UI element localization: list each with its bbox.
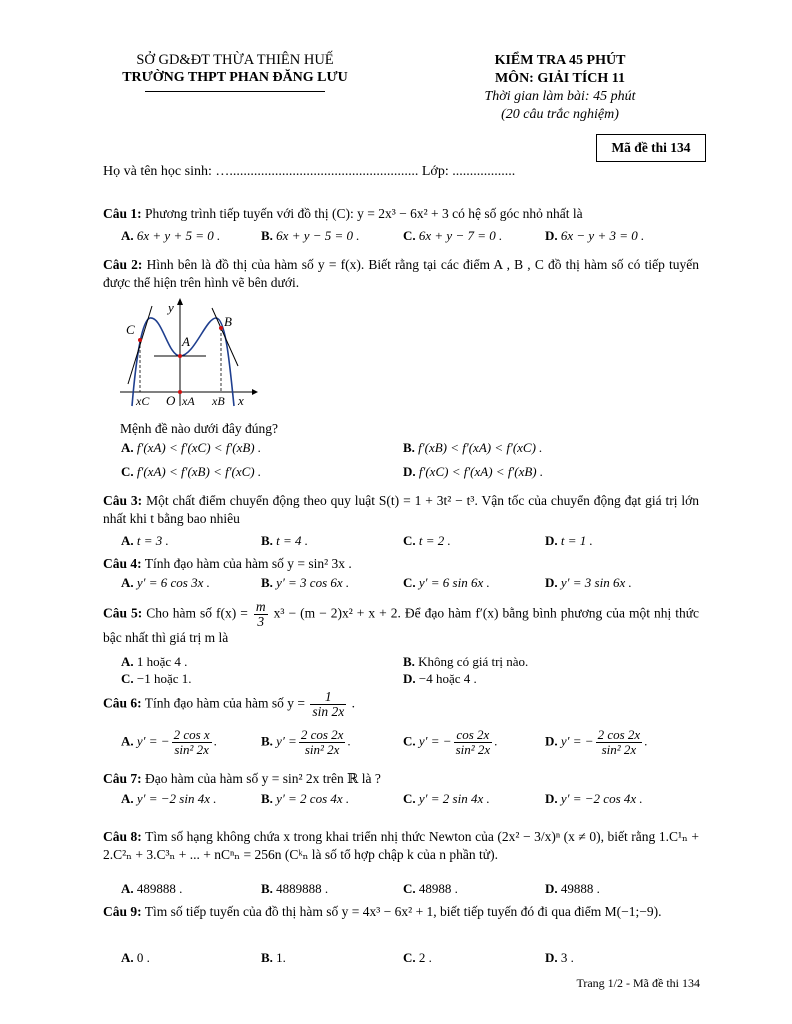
q4-option-c[interactable]: C. y′ = 6 sin 6x .: [403, 575, 490, 590]
q4-option-a[interactable]: A. y′ = 6 cos 3x .: [121, 575, 210, 590]
q1-option-d[interactable]: D. 6x − y + 3 = 0 .: [545, 228, 645, 243]
label-xa: xA: [182, 394, 195, 408]
q9-option-b[interactable]: B. 1.: [261, 950, 286, 965]
q4-option-d[interactable]: D. y′ = 3 sin 6x .: [545, 575, 632, 590]
q3-text: Một chất điểm chuyển động theo quy luật S(t) = 1 + 3t² − t³. Vận tốc của chuyển động đạt giá trị lớn nhất khi t bằng bao nhiêu: [103, 493, 699, 526]
q7-option-c[interactable]: C. y′ = 2 sin 4x .: [403, 791, 490, 806]
q1-option-a[interactable]: A. 6x + y + 5 = 0 .: [121, 228, 221, 243]
header-right: [420, 52, 700, 124]
point-b: [219, 326, 223, 330]
q6-option-c[interactable]: C. y′ = − $\frac{\cos 2x}{\text{sin² 2x}}$ .: [403, 727, 498, 757]
point-c: [138, 338, 142, 342]
q2-text: Hình bên là đồ thị của hàm số y = f(x). Biết rằng tại các điểm A , B , C đồ thị hàm số có tiếp tuyến được thể hiện trên hình vẽ bên dưới.: [103, 257, 699, 290]
q4-option-b[interactable]: B. y′ = 3 cos 6x .: [261, 575, 350, 590]
q9-label: Câu 9:: [103, 904, 142, 919]
header-rule: [145, 91, 325, 92]
q8-option-d[interactable]: D. 49888 .: [545, 881, 600, 896]
label-xc: xC: [136, 394, 150, 408]
page-footer: Trang 1/2 - Mã đề thi 134: [576, 976, 700, 990]
q8-option-a[interactable]: A. 489888 .: [121, 881, 183, 896]
q1-label: Câu 1:: [103, 206, 142, 221]
subject: MÔN: GIẢI TÍCH 11: [494, 71, 626, 86]
q4-text: Tính đạo hàm của hàm số y = sin² 3x .: [144, 556, 352, 571]
q1-option-c[interactable]: C. 6x + y − 7 = 0 .: [403, 228, 503, 243]
question-3: [103, 492, 699, 528]
question-5: [103, 600, 699, 647]
q9-text: Tìm số tiếp tuyến của đồ thị hàm số y = 4x³ − 6x² + 1, biết tiếp tuyến đó đi qua điểm M(−1;−9).: [144, 904, 662, 919]
q3-option-d[interactable]: D. t = 1 .: [545, 533, 593, 548]
q8-label: Câu 8:: [103, 829, 142, 844]
q8-option-c[interactable]: C. 48988 .: [403, 881, 458, 896]
y-axis-arrow: [177, 298, 183, 305]
question-8: [103, 828, 699, 864]
q5-fraction: $\frac{m}{3}$: [255, 599, 266, 629]
q2-label: Câu 2:: [103, 257, 143, 272]
point-a: [178, 354, 182, 358]
q9-option-d[interactable]: D. 3 .: [545, 950, 574, 965]
question-1: [103, 205, 699, 223]
exam-title: KIỂM TRA 45 PHÚT: [494, 53, 626, 68]
function-curve: [132, 318, 234, 406]
question-6: Câu 6: Tính đạo hàm của hàm số y = $\frac{1}{\sin 2x}$ .: [103, 689, 355, 719]
question-9: [103, 903, 699, 921]
q5-text-post: x³ − (m − 2)x² + x + 2. Để đạo hàm f′(x) bằng bình phương của một nhị thức bậc nhất thì giá trị m là: [103, 605, 700, 645]
q9-option-c[interactable]: C. 2 .: [403, 950, 432, 965]
q7-option-b[interactable]: B. y′ = 2 cos 4x .: [261, 791, 350, 806]
q6-fraction: $\frac{1}{\sin 2x}$: [312, 689, 345, 719]
q7-option-a[interactable]: A. y′ = −2 sin 4x .: [121, 791, 217, 806]
school-name: TRƯỜNG THPT PHAN ĐĂNG LƯU: [122, 70, 348, 85]
label-b: B: [224, 314, 232, 329]
label-y: y: [168, 300, 174, 315]
q6-option-a[interactable]: A. y′ = − $\frac{\text{2 cos x}}{\text{sin² 2x}}$ .: [121, 727, 217, 757]
q2-option-b[interactable]: B. f′(xB) < f′(xA) < f′(xC) .: [403, 440, 543, 455]
q2-prompt: Mệnh đề nào dưới đây đúng?: [120, 421, 279, 436]
q8-option-b[interactable]: B. 4889888 .: [261, 881, 329, 896]
q2-graph: [118, 298, 258, 410]
q3-option-c[interactable]: C. t = 2 .: [403, 533, 451, 548]
q7-text: Đạo hàm của hàm số y = sin² 2x trên ℝ là ?: [145, 771, 381, 786]
x-axis-arrow: [252, 389, 258, 395]
q2-option-a[interactable]: A. f′(xA) < f′(xC) < f′(xB) .: [121, 440, 262, 455]
q7-label: Câu 7:: [103, 771, 142, 786]
q4-label: Câu 4:: [103, 556, 142, 571]
question-2: [103, 256, 699, 292]
q7-option-d[interactable]: D. y′ = −2 cos 4x .: [545, 791, 643, 806]
q5-option-a[interactable]: A. 1 hoặc 4 .: [121, 654, 188, 669]
q3-label: Câu 3:: [103, 493, 143, 508]
q2-option-c[interactable]: C. f′(xA) < f′(xB) < f′(xC) .: [121, 464, 262, 479]
q2-option-d[interactable]: D. f′(xC) < f′(xA) < f′(xB) .: [403, 464, 544, 479]
q6-option-d[interactable]: D. y′ = − $\frac{2 \cos 2x}{\text{sin² 2x}}$ .: [545, 727, 648, 757]
q5-option-b[interactable]: B. Không có giá trị nào.: [403, 654, 529, 669]
q5-label: Câu 5:: [103, 605, 143, 621]
q3-option-a[interactable]: A. t = 3 .: [121, 533, 169, 548]
q6-label: Câu 6:: [103, 695, 142, 711]
dept-name: SỞ GD&ĐT THỪA THIÊN HUẾ: [136, 52, 334, 68]
q6-text-pre: Tính đạo hàm của hàm số y =: [144, 695, 305, 711]
q8-text: Tìm số hạng không chứa x trong khai triển nhị thức Newton của (2x² − 3/x)ⁿ (x ≠ 0), biết rằng 1.C¹ₙ + 2.C²ₙ + 3.C³ₙ + ... + nCⁿₙ = 256n (Cᵏₙ là số tổ hợp chập k của n phần tử).: [103, 829, 699, 862]
q5-option-d[interactable]: D. −4 hoặc 4 .: [403, 671, 477, 686]
label-x: x: [238, 393, 244, 408]
header-left: [100, 52, 370, 92]
q1-text: Phương trình tiếp tuyến với đồ thị (C): y = 2x³ − 6x² + 3 có hệ số góc nhỏ nhất là: [145, 206, 583, 221]
q5-option-c[interactable]: C. −1 hoặc 1.: [121, 671, 192, 686]
label-origin: O: [166, 393, 176, 408]
q9-option-a[interactable]: A. 0 .: [121, 950, 150, 965]
label-a: A: [182, 334, 190, 349]
q6-option-b[interactable]: B. y′ = $\frac{2 \cos 2x}{\text{sin² 2x}}$ .: [261, 727, 351, 757]
student-info-line: Họ và tên học sinh: …...................................................... Lớp: ..................: [103, 164, 516, 179]
label-c: C: [126, 322, 135, 337]
q5-text-pre: Cho hàm số f(x) =: [146, 605, 248, 621]
question-7: [103, 770, 699, 788]
exam-code-box: Mã đề thi 134: [596, 134, 706, 162]
duration: Thời gian làm bài: 45 phút: [484, 89, 636, 104]
question-4: [103, 555, 699, 573]
label-xb: xB: [212, 394, 225, 408]
question-count: (20 câu trắc nghiệm): [501, 107, 619, 122]
q3-option-b[interactable]: B. t = 4 .: [261, 533, 309, 548]
q1-option-b[interactable]: B. 6x + y − 5 = 0 .: [261, 228, 360, 243]
